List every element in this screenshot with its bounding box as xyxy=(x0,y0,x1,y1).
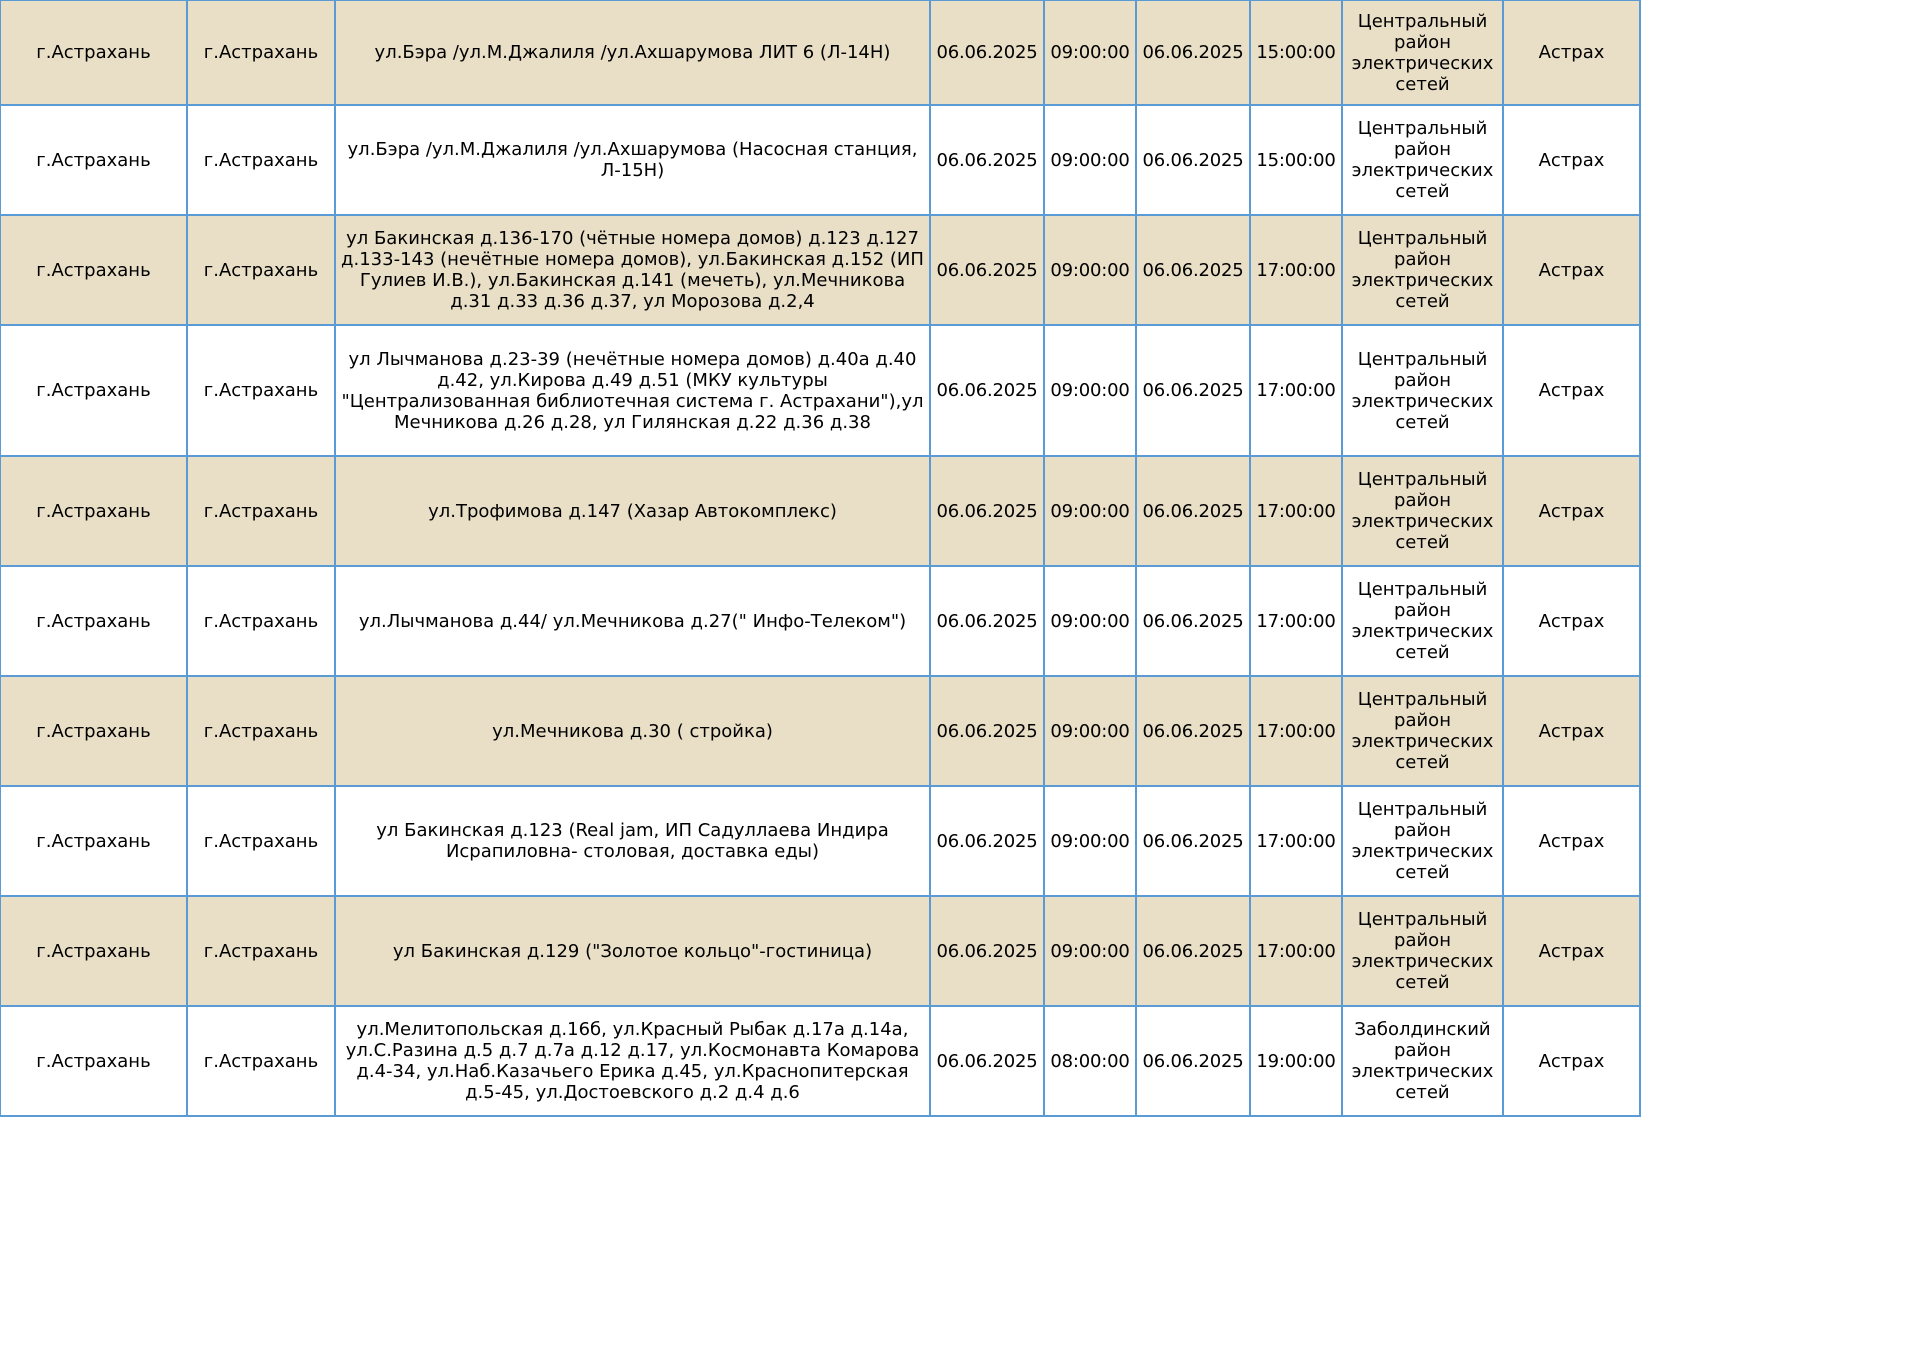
end-time-cell: 17:00:00 xyxy=(1250,325,1342,456)
start-date-cell: 06.06.2025 xyxy=(930,786,1044,896)
address-cell: ул.Мелитопольская д.16б, ул.Красный Рыбак д.17а д.14а, ул.С.Разина д.5 д.7 д.7а д.12 д.17, ул.Космонавта Комарова д.4-34, ул.Наб.Казачьего Ерика д.45, ул.Краснопитерская д.5-45, ул.Достоевского д.2 д.4 д.6 xyxy=(335,1006,930,1116)
table-row xyxy=(0,786,1640,896)
city-cell: г.Астрахань xyxy=(0,676,187,786)
table-row xyxy=(0,215,1640,325)
end-date-cell: 06.06.2025 xyxy=(1136,456,1250,566)
end-time-cell: 17:00:00 xyxy=(1250,786,1342,896)
organization-cell: Астрах xyxy=(1503,0,1640,105)
start-date-cell: 06.06.2025 xyxy=(930,0,1044,105)
organization-cell: Астрах xyxy=(1503,325,1640,456)
end-date-cell: 06.06.2025 xyxy=(1136,1006,1250,1116)
start-time-cell: 08:00:00 xyxy=(1044,1006,1136,1116)
organization-cell: Астрах xyxy=(1503,786,1640,896)
table-row xyxy=(0,325,1640,456)
start-date-cell: 06.06.2025 xyxy=(930,1006,1044,1116)
table-row xyxy=(0,105,1640,215)
city-cell: г.Астрахань xyxy=(0,456,187,566)
organization-cell: Астрах xyxy=(1503,456,1640,566)
start-time-cell: 09:00:00 xyxy=(1044,325,1136,456)
district-cell: Центральный район электрических сетей xyxy=(1342,896,1503,1006)
table-row xyxy=(0,566,1640,676)
district-cell: Центральный район электрических сетей xyxy=(1342,786,1503,896)
start-date-cell: 06.06.2025 xyxy=(930,456,1044,566)
start-time-cell: 09:00:00 xyxy=(1044,786,1136,896)
address-cell: ул.Лычманова д.44/ ул.Мечникова д.27(" Инфо-Телеком") xyxy=(335,566,930,676)
end-time-cell: 15:00:00 xyxy=(1250,105,1342,215)
settlement-cell: г.Астрахань xyxy=(187,896,335,1006)
start-date-cell: 06.06.2025 xyxy=(930,105,1044,215)
city-cell: г.Астрахань xyxy=(0,566,187,676)
address-cell: ул Бакинская д.123 (Real jam, ИП Садуллаева Индира Исрапиловна- столовая, доставка еды) xyxy=(335,786,930,896)
district-cell: Центральный район электрических сетей xyxy=(1342,105,1503,215)
end-date-cell: 06.06.2025 xyxy=(1136,676,1250,786)
settlement-cell: г.Астрахань xyxy=(187,325,335,456)
end-date-cell: 06.06.2025 xyxy=(1136,786,1250,896)
end-time-cell: 17:00:00 xyxy=(1250,456,1342,566)
start-date-cell: 06.06.2025 xyxy=(930,676,1044,786)
start-time-cell: 09:00:00 xyxy=(1044,0,1136,105)
start-time-cell: 09:00:00 xyxy=(1044,215,1136,325)
organization-cell: Астрах xyxy=(1503,215,1640,325)
end-date-cell: 06.06.2025 xyxy=(1136,325,1250,456)
organization-cell: Астрах xyxy=(1503,896,1640,1006)
table-row xyxy=(0,456,1640,566)
district-cell: Заболдинский район электрических сетей xyxy=(1342,1006,1503,1116)
start-time-cell: 09:00:00 xyxy=(1044,105,1136,215)
end-time-cell: 17:00:00 xyxy=(1250,215,1342,325)
city-cell: г.Астрахань xyxy=(0,0,187,105)
address-cell: ул Бакинская д.129 ("Золотое кольцо"-гостиница) xyxy=(335,896,930,1006)
address-cell: ул.Бэра /ул.М.Джалиля /ул.Ахшарумова (Насосная станция, Л-15Н) xyxy=(335,105,930,215)
settlement-cell: г.Астрахань xyxy=(187,566,335,676)
end-date-cell: 06.06.2025 xyxy=(1136,215,1250,325)
settlement-cell: г.Астрахань xyxy=(187,105,335,215)
table-row xyxy=(0,896,1640,1006)
organization-cell: Астрах xyxy=(1503,676,1640,786)
city-cell: г.Астрахань xyxy=(0,325,187,456)
end-date-cell: 06.06.2025 xyxy=(1136,0,1250,105)
city-cell: г.Астрахань xyxy=(0,1006,187,1116)
end-date-cell: 06.06.2025 xyxy=(1136,105,1250,215)
address-cell: ул.Бэра /ул.М.Джалиля /ул.Ахшарумова ЛИТ 6 (Л-14Н) xyxy=(335,0,930,105)
end-date-cell: 06.06.2025 xyxy=(1136,566,1250,676)
organization-cell: Астрах xyxy=(1503,566,1640,676)
start-time-cell: 09:00:00 xyxy=(1044,676,1136,786)
table-row xyxy=(0,1006,1640,1116)
district-cell: Центральный район электрических сетей xyxy=(1342,676,1503,786)
district-cell: Центральный район электрических сетей xyxy=(1342,325,1503,456)
end-time-cell: 17:00:00 xyxy=(1250,566,1342,676)
address-cell: ул.Мечникова д.30 ( стройка) xyxy=(335,676,930,786)
end-time-cell: 19:00:00 xyxy=(1250,1006,1342,1116)
city-cell: г.Астрахань xyxy=(0,215,187,325)
start-time-cell: 09:00:00 xyxy=(1044,456,1136,566)
city-cell: г.Астрахань xyxy=(0,896,187,1006)
settlement-cell: г.Астрахань xyxy=(187,1006,335,1116)
settlement-cell: г.Астрахань xyxy=(187,676,335,786)
end-date-cell: 06.06.2025 xyxy=(1136,896,1250,1006)
district-cell: Центральный район электрических сетей xyxy=(1342,215,1503,325)
district-cell: Центральный район электрических сетей xyxy=(1342,566,1503,676)
start-date-cell: 06.06.2025 xyxy=(930,566,1044,676)
district-cell: Центральный район электрических сетей xyxy=(1342,456,1503,566)
start-date-cell: 06.06.2025 xyxy=(930,896,1044,1006)
address-cell: ул.Трофимова д.147 (Хазар Автокомплекс) xyxy=(335,456,930,566)
table-row xyxy=(0,0,1640,105)
start-date-cell: 06.06.2025 xyxy=(930,215,1044,325)
end-time-cell: 17:00:00 xyxy=(1250,676,1342,786)
address-cell: ул Лычманова д.23-39 (нечётные номера домов) д.40а д.40 д.42, ул.Кирова д.49 д.51 (МКУ культуры "Централизованная библиотечная система г. Астрахани"),ул Мечникова д.26 д.28, ул Гилянская д.22 д.36 д.38 xyxy=(335,325,930,456)
settlement-cell: г.Астрахань xyxy=(187,0,335,105)
city-cell: г.Астрахань xyxy=(0,105,187,215)
address-cell: ул Бакинская д.136-170 (чётные номера домов) д.123 д.127 д.133-143 (нечётные номера домов), ул.Бакинская д.152 (ИП Гулиев И.В.), ул.Бакинская д.141 (мечеть), ул.Мечникова д.31 д.33 д.36 д.37, ул Морозова д.2,4 xyxy=(335,215,930,325)
organization-cell: Астрах xyxy=(1503,105,1640,215)
end-time-cell: 17:00:00 xyxy=(1250,896,1342,1006)
district-cell: Центральный район электрических сетей xyxy=(1342,0,1503,105)
end-time-cell: 15:00:00 xyxy=(1250,0,1342,105)
table-row xyxy=(0,676,1640,786)
city-cell: г.Астрахань xyxy=(0,786,187,896)
settlement-cell: г.Астрахань xyxy=(187,215,335,325)
settlement-cell: г.Астрахань xyxy=(187,456,335,566)
start-time-cell: 09:00:00 xyxy=(1044,896,1136,1006)
start-date-cell: 06.06.2025 xyxy=(930,325,1044,456)
organization-cell: Астрах xyxy=(1503,1006,1640,1116)
start-time-cell: 09:00:00 xyxy=(1044,566,1136,676)
settlement-cell: г.Астрахань xyxy=(187,786,335,896)
